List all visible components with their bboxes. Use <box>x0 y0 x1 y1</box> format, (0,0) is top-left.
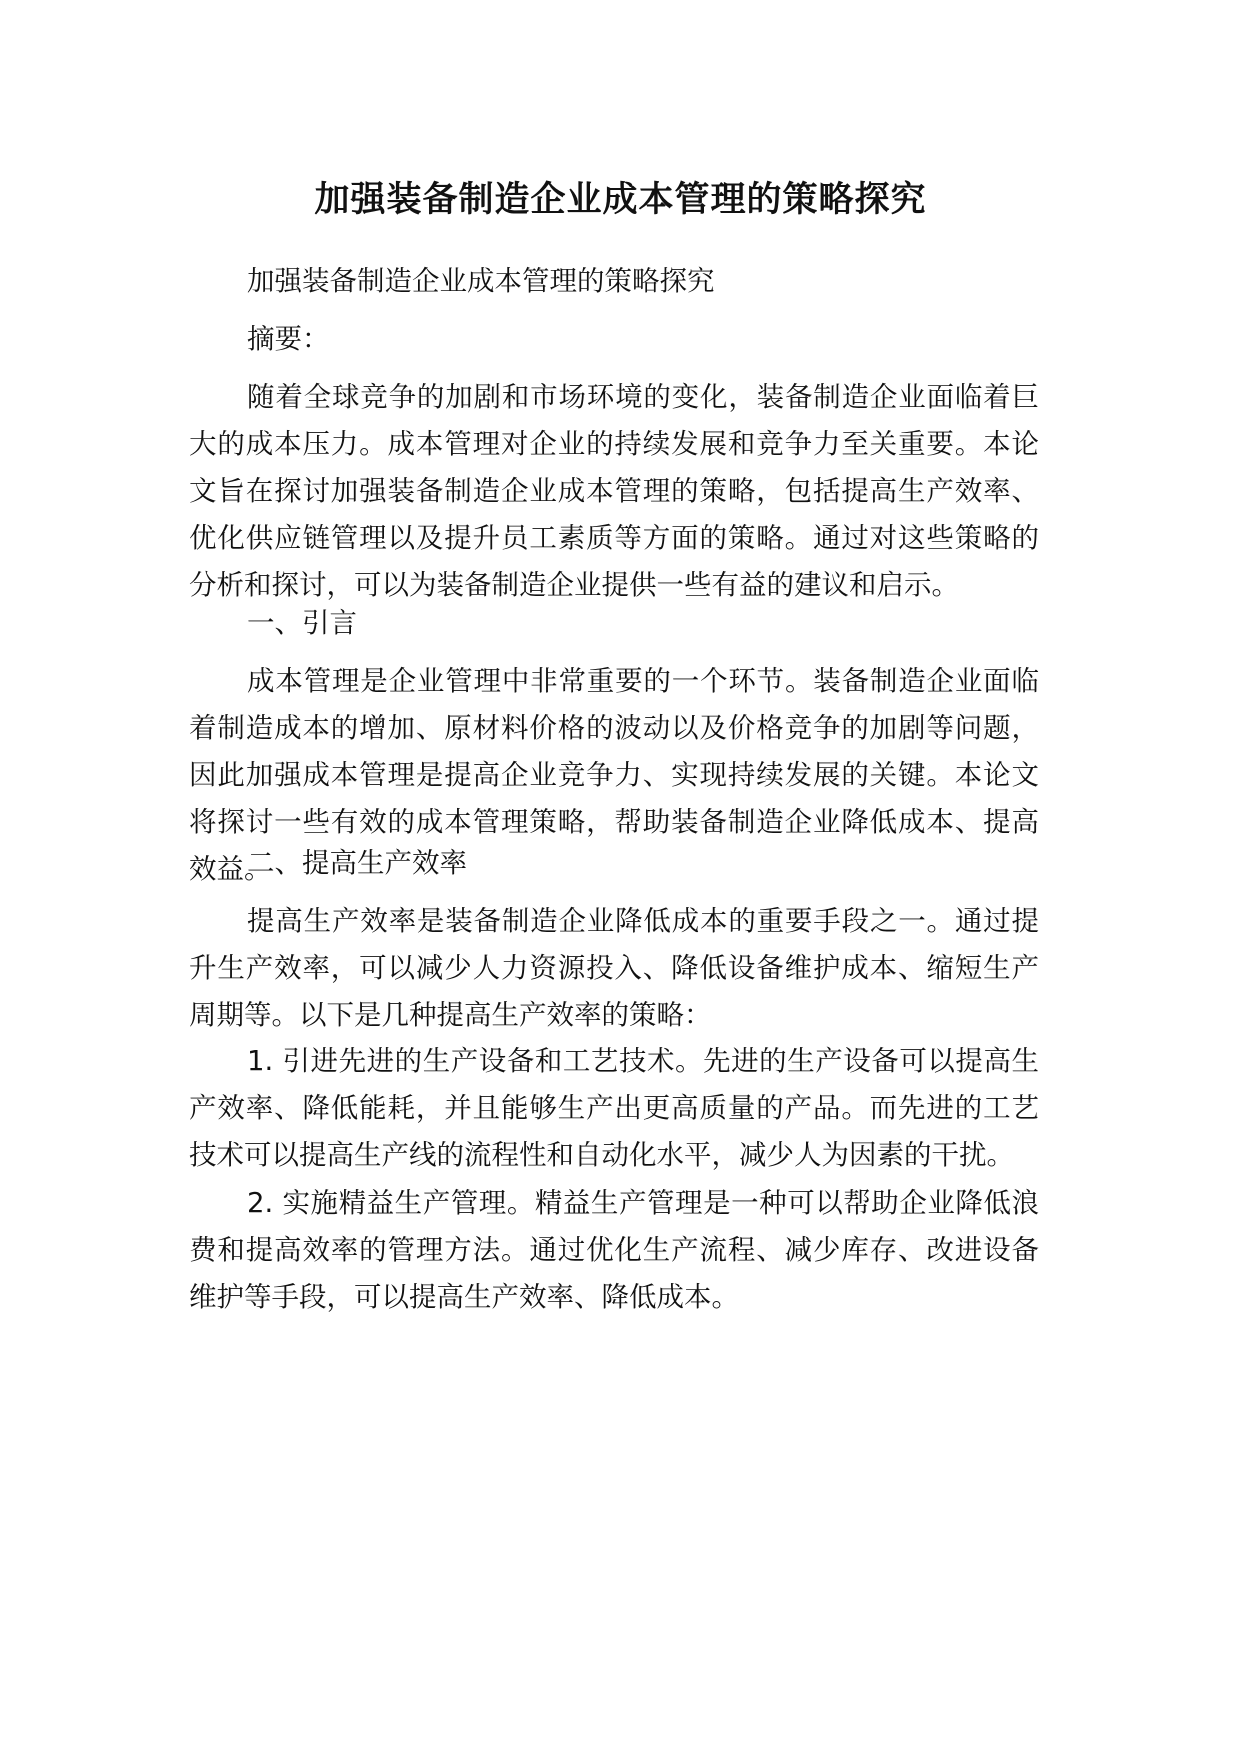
abstract-paragraph: 随着全球竞争的加剧和市场环境的变化，装备制造企业面临着巨大的成本压力。成本管理对企业的持续发展和竞争力至关重要。本论文旨在探讨加强装备制造企业成本管理的策略，包括提高生产效率、优化供应链管理以及提升员工素质等方面的策略。通过对这些策略的分析和探讨，可以为装备制造企业提供一些有益的建议和启示。 <box>189 381 1039 601</box>
subtitle-paragraph: 加强装备制造企业成本管理的策略探究 <box>247 265 715 297</box>
section-heading-efficiency: 二、提高生产效率 <box>247 847 467 879</box>
document-title: 加强装备制造企业成本管理的策略探究 <box>314 180 927 220</box>
strategy-item-2: 2. 实施精益生产管理。精益生产管理是一种可以帮助企业降低浪费和提高效率的管理方法。通过优化生产流程、减少库存、改进设备维护等手段，可以提高生产效率、降低成本。 <box>189 1187 1039 1313</box>
strategy-item-1: 1. 引进先进的生产设备和工艺技术。先进的生产设备可以提高生产效率、降低能耗，并且能够生产出更高质量的产品。而先进的工艺技术可以提高生产线的流程性和自动化水平，减少人为因素的干扰。 <box>189 1045 1039 1171</box>
abstract-heading: 摘要： <box>247 323 330 355</box>
section-heading-introduction: 一、引言 <box>247 607 357 639</box>
efficiency-paragraph: 提高生产效率是装备制造企业降低成本的重要手段之一。通过提升生产效率，可以减少人力资源投入、降低设备维护成本、缩短生产周期等。以下是几种提高生产效率的策略： <box>189 905 1039 1031</box>
introduction-paragraph: 成本管理是企业管理中非常重要的一个环节。装备制造企业面临着制造成本的增加、原材料价格的波动以及价格竞争的加剧等问题，因此加强成本管理是提高企业竞争力、实现持续发展的关键。本论文将探讨一些有效的成本管理策略，帮助装备制造企业降低成本、提高效益。 <box>189 665 1039 885</box>
